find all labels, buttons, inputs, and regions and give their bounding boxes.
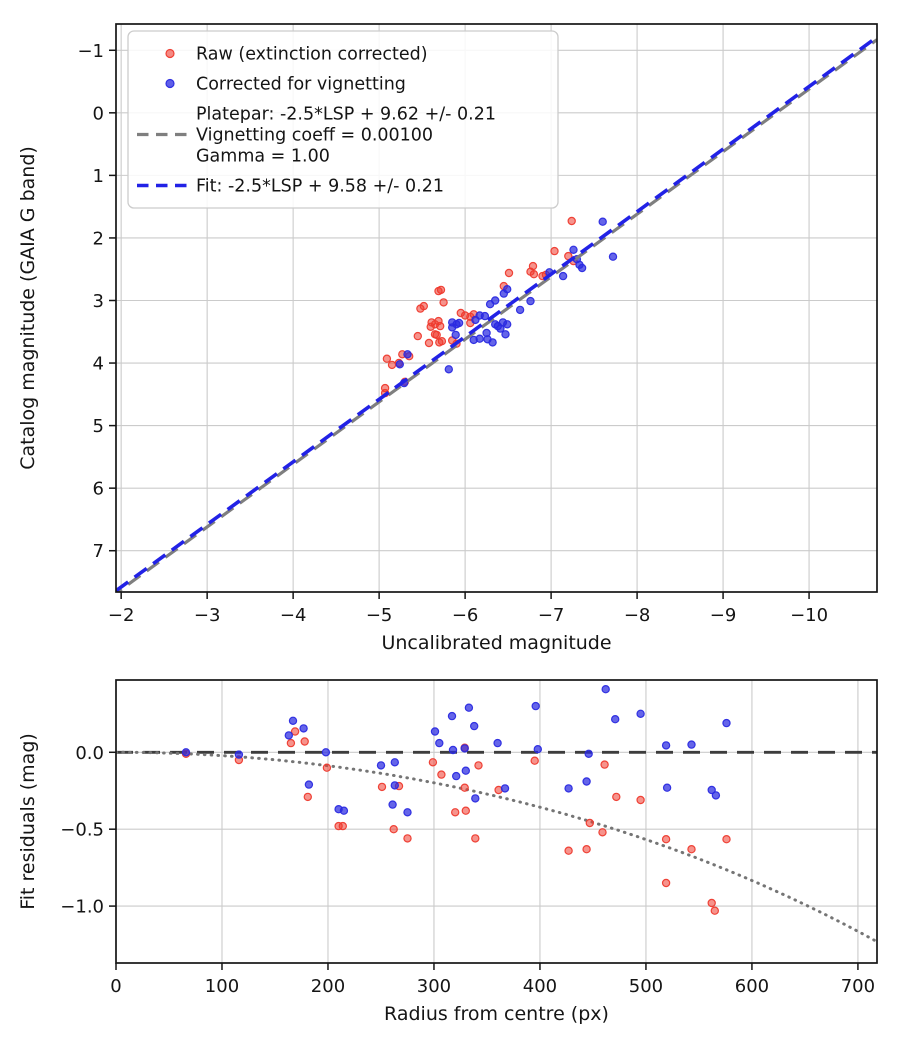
point-corrected [560, 273, 567, 280]
point-corrected [404, 351, 411, 358]
point-corrected [504, 321, 511, 328]
point-raw [637, 796, 644, 803]
point-raw [433, 331, 440, 338]
point-raw [708, 899, 715, 906]
y-tick-label: 0.0 [75, 742, 104, 764]
legend-entry [166, 45, 428, 65]
point-corrected [471, 723, 478, 730]
x-tick-label: 200 [310, 976, 346, 997]
x-tick-label: −9 [709, 605, 737, 626]
point-corrected [609, 253, 616, 260]
point-corrected [182, 749, 189, 756]
point-raw [417, 305, 424, 312]
y-tick-label: 3 [92, 290, 104, 312]
point-corrected [377, 762, 384, 769]
vignetting-model-curve [116, 752, 888, 947]
x-tick-label: −8 [623, 605, 651, 626]
point-corrected [404, 809, 411, 816]
point-corrected [637, 710, 644, 717]
point-corrected [565, 785, 572, 792]
point-corrected [436, 740, 443, 747]
legend-label: Corrected for vignetting [196, 74, 406, 95]
y-tick-label: 0 [92, 103, 104, 125]
point-raw [711, 907, 718, 914]
point-raw [505, 269, 512, 276]
legend [128, 31, 558, 208]
point-raw [404, 835, 411, 842]
y-tick-label: 2 [92, 228, 104, 250]
point-corrected [285, 732, 292, 739]
point-corrected [453, 321, 460, 328]
x-tick-label: −4 [279, 605, 307, 626]
y-axis-label: Fit residuals (mag) [17, 733, 39, 910]
x-axis-label: Uncalibrated magnitude [381, 632, 612, 654]
point-raw [551, 248, 558, 255]
point-raw [586, 819, 593, 826]
point-corrected [502, 331, 509, 338]
x-tick-label: 300 [416, 976, 452, 997]
point-raw [583, 846, 590, 853]
point-corrected [583, 778, 590, 785]
x-tick-label: −6 [451, 605, 479, 626]
residuals-plot [17, 680, 888, 1025]
point-raw [388, 361, 395, 368]
legend-label: Gamma = 1.00 [196, 146, 330, 167]
point-raw [462, 807, 469, 814]
axes-spines [116, 680, 877, 963]
point-raw [438, 771, 445, 778]
point-raw [414, 333, 421, 340]
point-raw [601, 761, 608, 768]
point-raw [599, 829, 606, 836]
point-corrected [389, 801, 396, 808]
x-tick-label: 600 [734, 976, 770, 997]
point-corrected [723, 720, 730, 727]
point-raw [390, 826, 397, 833]
point-raw [529, 263, 536, 270]
series-raw [182, 728, 730, 914]
point-corrected [494, 323, 501, 330]
legend-label: Raw (extinction corrected) [196, 44, 428, 65]
point-raw [436, 339, 443, 346]
point-raw [452, 809, 459, 816]
series-corrected [396, 218, 616, 387]
point-corrected [391, 759, 398, 766]
calibration-plot [17, 24, 877, 654]
point-raw [461, 784, 468, 791]
point-raw [429, 759, 436, 766]
x-tick-label: −7 [537, 605, 565, 626]
point-raw [435, 288, 442, 295]
point-corrected [712, 792, 719, 799]
point-corrected [570, 246, 577, 253]
legend-marker-dot [166, 50, 174, 58]
x-tick-label: 100 [204, 976, 240, 997]
x-tick-label: 400 [522, 976, 558, 997]
point-raw [688, 846, 695, 853]
point-corrected [599, 218, 606, 225]
point-corrected [504, 286, 511, 293]
point-corrected [517, 306, 524, 313]
point-corrected [391, 782, 398, 789]
y-tick-label: 6 [92, 478, 104, 500]
point-raw [428, 319, 435, 326]
point-corrected [532, 703, 539, 710]
point-raw [531, 757, 538, 764]
legend-label: Fit: -2.5*LSP + 9.58 +/- 0.21 [196, 176, 444, 197]
y-tick-label: 4 [92, 353, 104, 375]
point-corrected [602, 686, 609, 693]
point-raw [475, 762, 482, 769]
y-tick-label: −1.0 [60, 896, 104, 918]
point-raw [723, 836, 730, 843]
point-corrected [453, 773, 460, 780]
plot-area [116, 686, 888, 948]
point-corrected [527, 298, 534, 305]
series-corrected [182, 686, 730, 816]
y-tick-label: 5 [92, 416, 104, 438]
point-raw [437, 323, 444, 330]
point-raw [425, 339, 432, 346]
point-raw [440, 299, 447, 306]
point-corrected [494, 740, 501, 747]
legend-marker-dot [166, 80, 174, 88]
point-corrected [664, 784, 671, 791]
point-corrected [688, 741, 695, 748]
series-raw [382, 217, 578, 396]
y-tick-label: 7 [92, 541, 104, 563]
x-axis-label: Radius from centre (px) [384, 1003, 609, 1025]
point-corrected [322, 749, 329, 756]
x-tick-label: −3 [193, 605, 221, 626]
point-corrected [612, 716, 619, 723]
tick-marks [109, 752, 858, 970]
grid [116, 680, 877, 963]
point-corrected [340, 807, 347, 814]
point-corrected [305, 781, 312, 788]
point-corrected [579, 264, 586, 271]
point-raw [323, 764, 330, 771]
y-tick-label: 1 [92, 165, 104, 187]
point-raw [301, 738, 308, 745]
point-corrected [472, 795, 479, 802]
point-corrected [445, 366, 452, 373]
y-tick-label: −1 [77, 40, 104, 62]
point-raw [663, 879, 670, 886]
point-raw [472, 835, 479, 842]
legend-entry [166, 75, 406, 95]
point-corrected [452, 331, 459, 338]
x-tick-label: −10 [790, 605, 829, 626]
x-tick-label: −2 [107, 605, 135, 626]
y-axis-label: Catalog magnitude (GAIA G band) [17, 146, 39, 470]
point-corrected [448, 713, 455, 720]
point-corrected [585, 750, 592, 757]
point-corrected [300, 725, 307, 732]
point-corrected [501, 785, 508, 792]
point-raw [287, 740, 294, 747]
point-raw [378, 783, 385, 790]
point-raw [530, 271, 537, 278]
y-tick-label: −0.5 [60, 819, 104, 841]
point-raw [304, 793, 311, 800]
point-corrected [396, 361, 403, 368]
x-tick-label: −5 [365, 605, 393, 626]
point-raw [568, 217, 575, 224]
point-corrected [663, 742, 670, 749]
x-tick-label: 0 [110, 976, 122, 997]
point-corrected [465, 704, 472, 711]
point-corrected [235, 751, 242, 758]
point-corrected [483, 329, 490, 336]
point-raw [382, 385, 389, 392]
point-corrected [431, 728, 438, 735]
point-corrected [476, 335, 483, 342]
point-raw [663, 836, 670, 843]
legend-label: Vignetting coeff = 0.00100 [196, 125, 434, 146]
point-corrected [534, 746, 541, 753]
point-corrected [289, 717, 296, 724]
point-raw [565, 847, 572, 854]
point-corrected [461, 745, 468, 752]
point-corrected [492, 297, 499, 304]
x-tick-label: 500 [628, 976, 664, 997]
point-raw [339, 823, 346, 830]
point-corrected [449, 746, 456, 753]
point-raw [613, 793, 620, 800]
point-corrected [489, 339, 496, 346]
point-corrected [462, 767, 469, 774]
legend-label: Platepar: -2.5*LSP + 9.62 +/- 0.21 [196, 104, 496, 125]
point-raw [383, 355, 390, 362]
x-tick-label: 700 [840, 976, 876, 997]
